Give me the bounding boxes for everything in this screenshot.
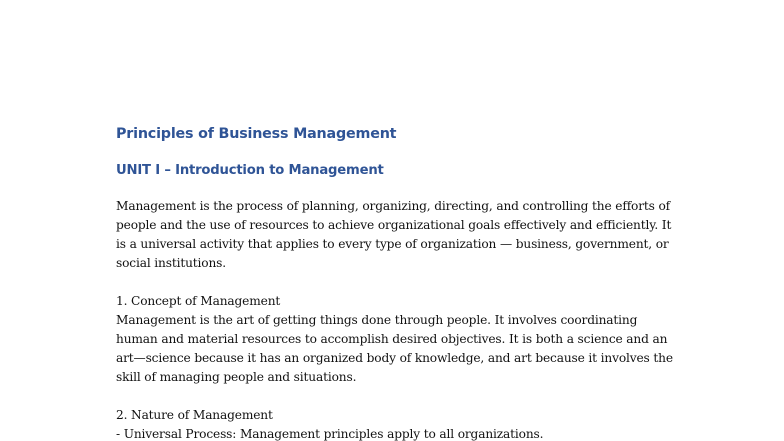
section-1-heading: 1. Concept of Management	[116, 294, 281, 308]
section-1-line: Management is the art of getting things done through people. It involves coordinating	[116, 313, 638, 327]
section-1-line: human and material resources to accomplish desired objectives. It is both a science and an	[116, 332, 668, 346]
section-1-line: art—science because it has an organized body of knowledge, and art because it involves the	[116, 351, 673, 365]
intro-line: is a universal activity that applies to every type of organization — business, government, or	[116, 237, 669, 251]
intro-line: social institutions.	[116, 256, 227, 270]
blank-line	[116, 387, 676, 406]
blank-line	[116, 273, 676, 292]
document-title: Principles of Business Management	[116, 126, 397, 142]
intro-paragraph	[116, 197, 676, 441]
section-2-heading: 2. Nature of Management	[116, 408, 273, 422]
document-body	[116, 124, 676, 441]
section-2-item: - Universal Process: Management principles apply to all organizations.	[116, 427, 544, 441]
unit-heading: UNIT I – Introduction to Management	[116, 163, 384, 178]
section-1-line: skill of managing people and situations.	[116, 370, 357, 384]
intro-line: Management is the process of planning, organizing, directing, and controlling the efforts of	[116, 199, 671, 213]
intro-line: people and the use of resources to achieve organizational goals effectively and efficiently. It	[116, 218, 672, 232]
